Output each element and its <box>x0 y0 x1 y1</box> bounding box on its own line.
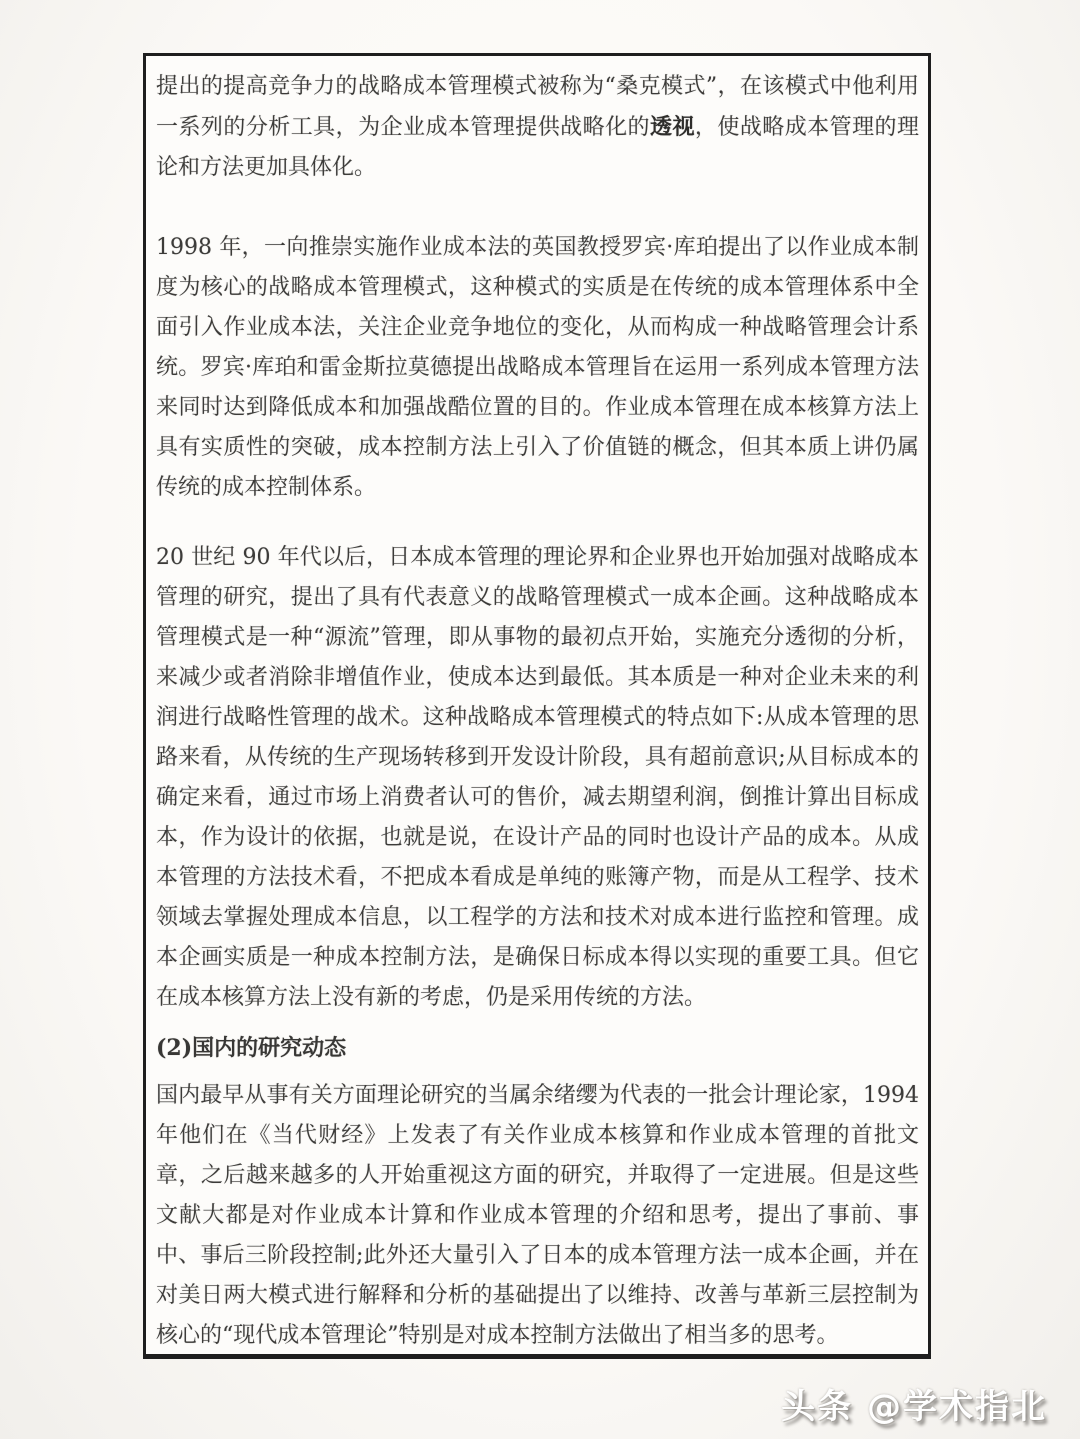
emphasized-term: 透视 <box>649 114 695 140</box>
document-frame <box>143 53 931 1359</box>
paragraph: 国内最早从事有关方面理论研究的当属余绪缨为代表的一批会计理论家，1994 年他们在《当代财经》上发表了有关作业成本核算和作业成本管理的首批文章，之后越来越多的人开始重视这方面的研究，并取得了一定进展。但是这些文献大都是对作业成本计算和作业成本管理的介绍和思考，提出了事前、事中、事后三阶段控制;此外还大量引入了日本的成本管理方法一成本企画，并在对美日两大模式进行解释和分析的基础提出了以维持、改善与革新三层控制为核心的“现代成本管理论”特别是对成本控制方法做出了相当多的思考。 <box>156 1083 919 1348</box>
section-heading: (2)国内的研究动态 <box>156 1035 347 1061</box>
paragraph: 20 世纪 90 年代以后，日本成本管理的理论界和企业界也开始加强对战略成本管理的研究，提出了具有代表意义的战略管理模式一成本企画。这种战略成本管理模式是一种“源流”管理，即从事物的最初点开始，实施充分透彻的分析，来减少或者消除非增值作业，使成本达到最低。其本质是一种对企业未来的利润进行战略性管理的战术。这种战略成本管理模式的特点如下:从成本管理的思路来看，从传统的生产现场转移到开发设计阶段，具有超前意识;从目标成本的确定来看，通过市场上消费者认可的售价，减去期望利润，倒推计算出目标成本，作为设计的依据，也就是说，在设计产品的同时也设计产品的成本。从成本管理的方法技术看，不把成本看成是单纯的账簿产物，而是从工程学、技术领域去掌握处理成本信息，以工程学的方法和技术对成本进行监控和管理。成本企画实质是一种成本控制方法，是确保日标成本得以实现的重要工具。但它在成本核算方法上没有新的考虑，仍是采用传统的方法。 <box>156 545 919 1010</box>
paragraph: 1998 年，一向推崇实施作业成本法的英国教授罗宾·库珀提出了以作业成本制度为核心的战略成本管理模式，这种模式的实质是在传统的成本管理体系中全面引入作业成本法，关注企业竞争地位的变化，从而构成一种战略管理会计系统。罗宾·库珀和雷金斯拉莫德提出战略成本管理旨在运用一系列成本管理方法来同时达到降低成本和加强战酷位置的目的。作业成本管理在成本核算方法上具有实质性的突破，成本控制方法上引入了价值链的概念，但其本质上讲仍属传统的成本控制体系。 <box>156 235 919 500</box>
paragraph-text: ，使战略成本管理的理论和方法更加具体化。 <box>156 115 919 180</box>
watermark <box>781 1379 1047 1428</box>
paragraph-text: 提出的提高竞争力的战略成本管理模式被称为“桑克模式”，在该模式中他利用一系列的分析工具，为企业成本管理提供战略化的 <box>156 74 919 140</box>
paragraph <box>156 67 919 188</box>
watermark-text: 头条 @学术指北 <box>781 1387 1047 1427</box>
